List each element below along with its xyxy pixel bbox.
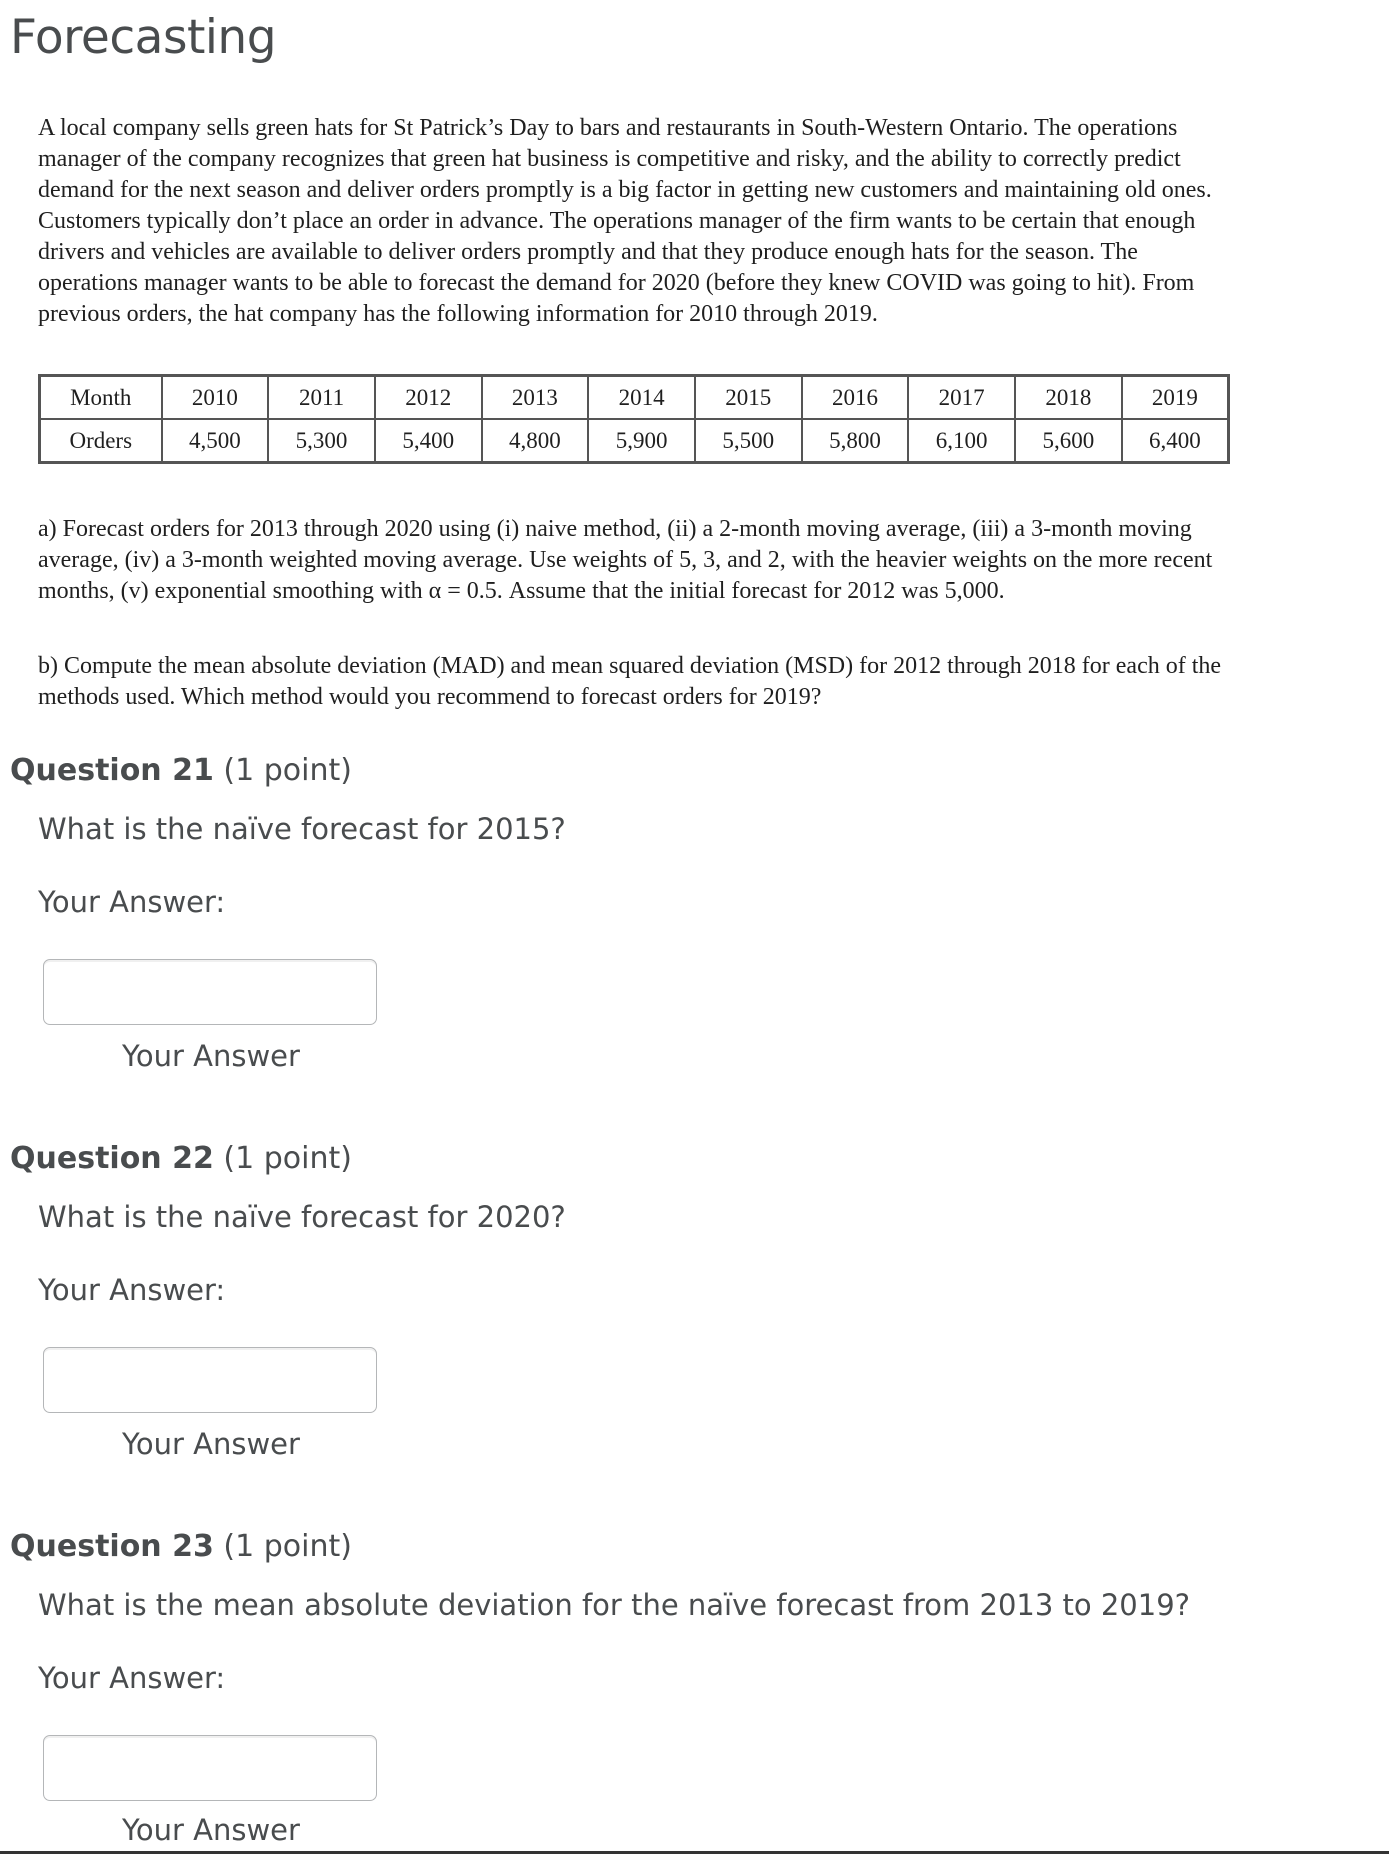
page-title: Forecasting [10, 10, 277, 65]
problem-part-b: b) Compute the mean absolute deviation (MAD) and mean squared deviation (MSD) for 2012 through 2018 for each of the methods used. Which method would you recommend to forecast orders for 2019? [38, 653, 1222, 710]
year-cell: 2018 [1015, 376, 1122, 420]
question-21-text: What is the naïve forecast for 2015? [38, 812, 566, 846]
orders-cell: 6,400 [1122, 419, 1229, 463]
question-21-heading [10, 753, 352, 788]
question-23-text: What is the mean absolute deviation for the naïve forecast from 2013 to 2019? [38, 1588, 1191, 1622]
orders-table [38, 374, 1230, 464]
orders-cell: 5,800 [802, 419, 909, 463]
problem-intro: A local company sells green hats for St Patrick’s Day to bars and restaurants in South-Western Ontario. The operations manager of the company recognizes that green hat business is competitive and risky, and the ability to correctly predict demand for the next season and deliver orders promptly is a big factor in getting new customers and maintaining old ones. Customers typically don’t place an order in advance. The operations manager of the firm wants to be certain that enough drivers and vehicles are available to deliver orders promptly and that they produce enough hats for the season. The operations manager wants to be able to forecast the demand for 2020 (before they knew COVID was going to hit). From previous orders, the hat company has the following information for 2010 through 2019. [38, 115, 1212, 327]
table-row-orders [40, 419, 1229, 463]
question-22-text: What is the naïve forecast for 2020? [38, 1200, 566, 1234]
answer-caption: Your Answer [122, 1039, 300, 1073]
question-22-heading [10, 1141, 352, 1176]
orders-cell: 5,300 [268, 419, 375, 463]
answer-label: Your Answer: [38, 1273, 226, 1307]
table-row-months [40, 376, 1229, 420]
orders-cell: 5,600 [1015, 419, 1122, 463]
year-cell: 2019 [1122, 376, 1229, 420]
question-points: (1 point) [223, 1529, 352, 1564]
question-points: (1 point) [223, 753, 352, 788]
problem-part-a: a) Forecast orders for 2013 through 2020 using (i) naive method, (ii) a 2-month moving average, (iii) a 3-month moving average, (iv) a 3-month weighted moving average. Use weights of 5, 3, and 2, with the heavier weights on the more recent months, (v) exponential smoothing with α = 0.5. Assume that the initial forecast for 2012 was 5,000. [38, 516, 1213, 604]
row-header-month: Month [40, 376, 162, 420]
orders-cell: 5,500 [695, 419, 802, 463]
answer-caption: Your Answer [122, 1813, 300, 1847]
orders-cell: 6,100 [908, 419, 1015, 463]
question-number: Question 23 [10, 1529, 214, 1564]
year-cell: 2013 [482, 376, 589, 420]
answer-caption: Your Answer [122, 1427, 300, 1461]
answer-label: Your Answer: [38, 1661, 226, 1695]
year-cell: 2014 [588, 376, 695, 420]
year-cell: 2015 [695, 376, 802, 420]
question-number: Question 21 [10, 753, 214, 788]
question-points: (1 point) [223, 1141, 352, 1176]
answer-label: Your Answer: [38, 885, 226, 919]
question-21-answer-input[interactable] [43, 959, 377, 1025]
question-number: Question 22 [10, 1141, 214, 1176]
year-cell: 2011 [268, 376, 375, 420]
year-cell: 2017 [908, 376, 1015, 420]
question-23-answer-input[interactable] [43, 1735, 377, 1801]
row-header-orders: Orders [40, 419, 162, 463]
orders-cell: 4,800 [482, 419, 589, 463]
question-22-answer-input[interactable] [43, 1347, 377, 1413]
orders-cell: 5,400 [375, 419, 482, 463]
year-cell: 2012 [375, 376, 482, 420]
year-cell: 2016 [802, 376, 909, 420]
year-cell: 2010 [162, 376, 269, 420]
orders-cell: 4,500 [162, 419, 269, 463]
question-23-heading [10, 1529, 352, 1564]
orders-cell: 5,900 [588, 419, 695, 463]
